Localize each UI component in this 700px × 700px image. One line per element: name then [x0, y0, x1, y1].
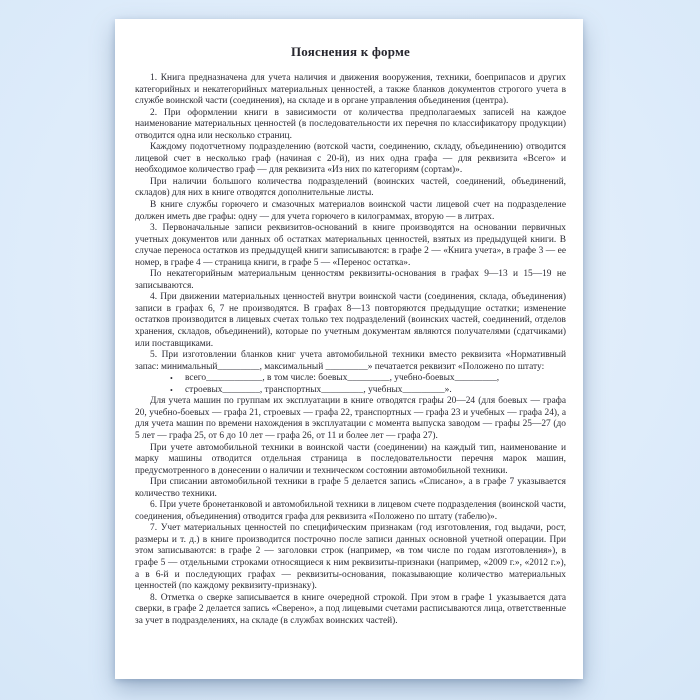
list-item-1: [135, 373, 566, 385]
page-title: Пояснения к форме: [291, 44, 410, 59]
paragraph-13: 6. При учете бронетанковой и автомобильной техники в лицевом счете подразделения (воинской части, соединения, объединения) отводится графа для реквизита «Положено по штату (табелю)».: [135, 500, 566, 522]
paragraph-3: Каждому подотчетному подразделению (вотской части, соединению, складу, объединению) отводится лицевой счет в несколько граф (начиная с 20-й), из них одна графа — для реквизита «Всего» и необходимое количество граф — для реквизита «Из них по категориям (сортам)».: [135, 142, 566, 176]
bullet-icon: •: [170, 385, 173, 395]
document-page: [115, 19, 583, 679]
paragraph-9: 5. При изготовлении бланков книг учета автомобильной техники вместо реквизита «Нормативный запас: минимальный_________, максимальный _________» печатается реквизит «Положено по штату:: [135, 350, 566, 372]
list-item-text: строевых________, транспортных_________, учебных_________».: [185, 384, 452, 395]
paragraph-12: При списании автомобильной техники в графе 5 делается запись «Списано», а в графе 7 указывается количество техники.: [135, 477, 566, 499]
bullet-icon: •: [170, 374, 173, 384]
paragraph-10: Для учета машин по группам их эксплуатации в книге отводятся графы 20—24 (для боевых — графа 20, учебно-боевых — графа 21, строевых — графа 22, транспортных — графа 23 и учебных — графа 24), а для учета машин по времени нахождения в эксплуатации с момента выпуска заводом — графы 25—27 (до 5 лет — графа 25, от 6 до 10 лет — графа 26, от 11 и более лет — графа 27).: [135, 396, 566, 441]
paragraph-8: 4. При движении материальных ценностей внутри воинской части (соединения, склада, объединения) записи в графах 6, 7 не производятся. В графах 8—13 повторяются предыдущие остатки; изменение остатков производится в лицевых счетах только тех подразделений (воинских частей, соединений, отделов хранения, складов, объединений), которые по учетным документам являются получателями (сдатчиками) или поставщиками.: [135, 292, 566, 349]
paragraph-5: В книге службы горючего и смазочных материалов воинской части лицевой счет на подразделение должен иметь две графы: одну — для учета горючего в килограммах, вторую — в литрах.: [135, 200, 566, 222]
paragraph-2: 2. При оформлении книги в зависимости от количества предполагаемых записей на каждое наименование материальных ценностей (в последовательности их перечня по классификатору продукции) отводится одна или несколько страниц.: [135, 107, 566, 141]
paragraph-15: 8. Отметка о сверке записывается в книге очередной строкой. При этом в графе 1 указывается дата сверки, в графе 2 делается запись «Сверено», а под лицевыми счетами расписываются лица, ответственные за учет в подразделениях, на складе (в службах воинских частей).: [135, 592, 566, 626]
paragraph-11: При учете автомобильной техники в воинской части (соединении) на каждый тип, наименование и марку машины отводится отдельная страница в последовательности перечня марок машин, предусмотренного в донесении о наличии и техническом состоянии автомобильной техники.: [135, 442, 566, 476]
paragraph-14: 7. Учет материальных ценностей по специфическим признакам (год изготовления, год выдачи, рост, размеры и т. д.) в книге производится построчно после записи данных основной учетной операции. При этом записываются: в графе 2 — заголовки строк (например, «в том числе по годам изготовления»), в графе 5 — отдельными строками относящиеся к ним реквизиты-признаки (например, «2009 г.», «2012 г.»), а в 6-й и последующих графах — реквизиты-основания, показывающие количество материальных ценностей (по каждому реквизиту-признаку).: [135, 523, 566, 592]
paragraph-6: 3. Первоначальные записи реквизитов-оснований в книге производятся на основании первичных учетных документов или данных об остатках материальных ценностей, взятых из предыдущей книги. В случае переноса остатков из предыдущей книги записываются: в графе 2 — «Книга учета», в графе 3 — ее номер, в графе 4 — страница книги, в графе 5 — «Перенос остатка».: [135, 223, 566, 268]
paragraph-7: По некатегорийным материальным ценностям реквизиты-основания в графах 9—13 и 15—19 не записываются.: [135, 269, 566, 291]
paragraph-4: При наличии большого количества подразделений (воинских частей, соединений, объединений, складов) для них в книге отводятся дополнительные листы.: [135, 176, 566, 199]
list-item-2: [135, 385, 566, 397]
paragraph-1: 1. Книга предназначена для учета наличия и движения вооружения, техники, боеприпасов и других категорийных и некатегорийных материальных ценностей, а также бланков документов строгого учета в службе воинской части (соединения), на складе и в органе управления объединения (центра).: [135, 73, 566, 107]
list-item-text: всего____________, в том числе: боевых_________, учебно-боевых_________,: [185, 373, 500, 384]
document-content: [115, 19, 583, 627]
